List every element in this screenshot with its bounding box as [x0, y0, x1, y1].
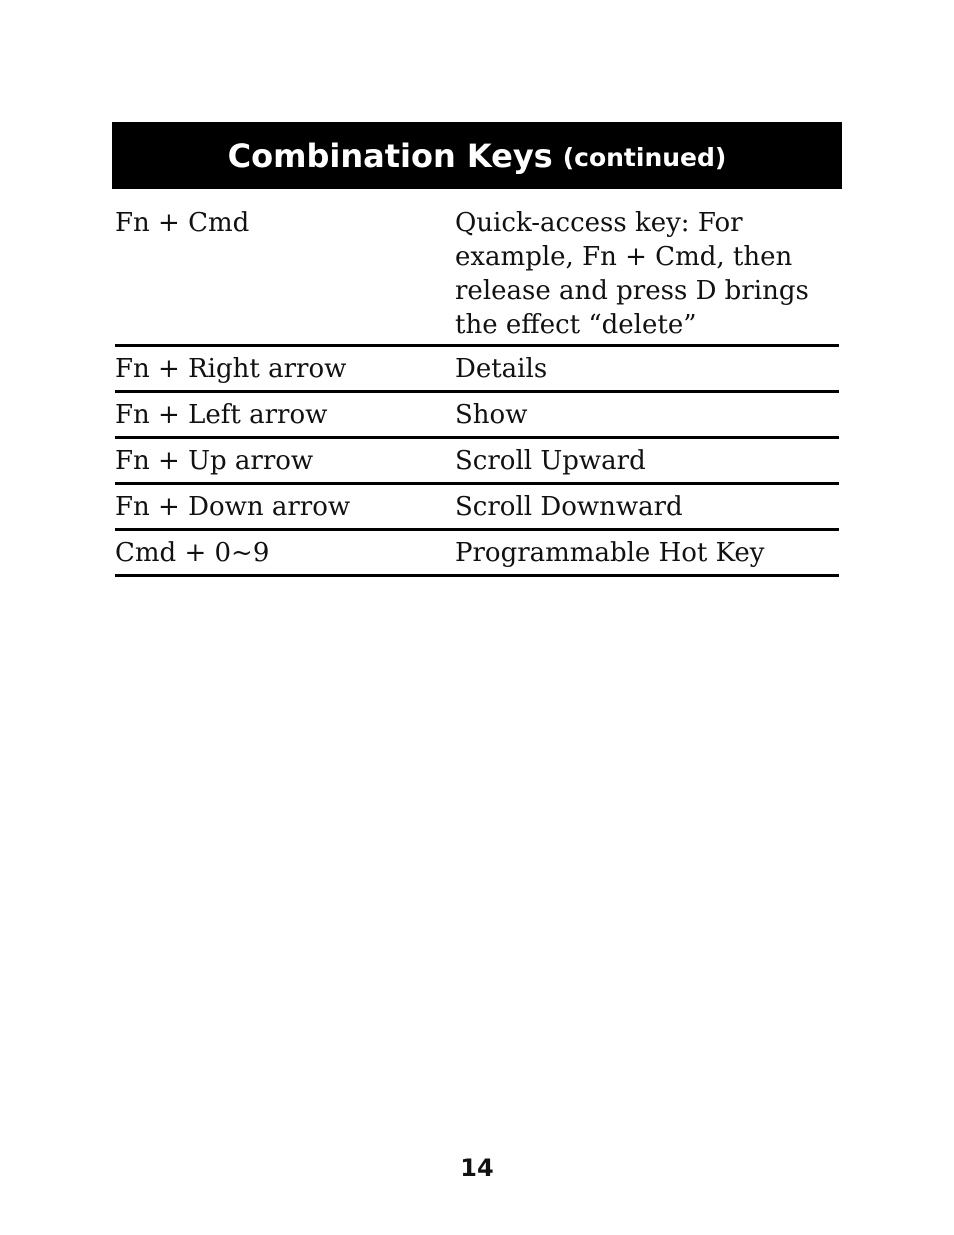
- key-combination: Fn + Down arrow: [115, 492, 351, 522]
- table-row: [115, 205, 839, 347]
- page-number: 14: [460, 1154, 494, 1182]
- section-header-bar: [112, 122, 842, 189]
- key-combination: Fn + Right arrow: [115, 354, 347, 384]
- table-row: [115, 531, 839, 577]
- key-description: Details: [455, 354, 548, 384]
- table-row: [115, 485, 839, 531]
- key-description: Show: [455, 400, 528, 430]
- section-title: Combination Keys: [227, 136, 553, 175]
- key-description: Scroll Upward: [455, 446, 646, 476]
- key-description: Quick-access key: For example, Fn + Cmd, then release and press D brings the effect “delete”: [455, 208, 809, 340]
- section-subtitle: (continued): [562, 143, 727, 172]
- table-row: [115, 393, 839, 439]
- key-combination: Cmd + 0~9: [115, 538, 270, 568]
- combination-keys-table: [115, 205, 839, 577]
- table-row: [115, 439, 839, 485]
- key-description: Programmable Hot Key: [455, 538, 765, 568]
- key-combination: Fn + Cmd: [115, 208, 250, 238]
- key-combination: Fn + Up arrow: [115, 446, 314, 476]
- key-combination: Fn + Left arrow: [115, 400, 328, 430]
- table-row: [115, 347, 839, 393]
- key-description: Scroll Downward: [455, 492, 683, 522]
